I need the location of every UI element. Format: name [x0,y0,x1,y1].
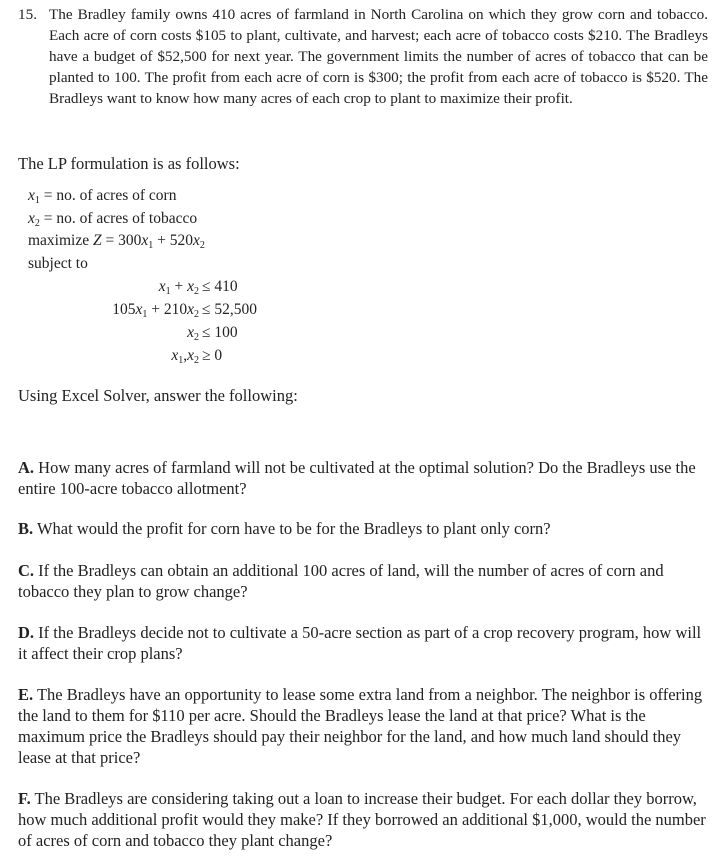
instruction: Using Excel Solver, answer the following: [18,386,298,405]
question-label: C. [18,561,35,580]
question-label: E. [18,685,34,704]
question-text: The Bradleys have an opportunity to lease some extra land from a neighbor. The neighbor is offering the land to them for $110 per acre. Should the Bradleys lease the land at that price? What is the maximum price the Bradleys should pay their neighbor for the land, and how much land should they lease at that price? [18,685,703,767]
lp-intro: The LP formulation is as follows: [18,154,240,173]
question-text: The Bradleys are considering taking out a loan to increase their budget. For each dollar they borrow, how much additional profit would they make? If they borrowed an additional $1,000, would the number of acres of corn and tobacco they plant change? [18,789,706,850]
definition-x2: $x_2$ = no. of acres of tobacco [28,209,198,229]
question-text: If the Bradleys decide not to cultivate a 50-acre section as part of a crop recovery program, how will it affect their crop plans? [18,623,702,663]
question-text: If the Bradleys can obtain an additional 100 acres of land, will the number of acres of corn and tobacco they plan to grow change? [18,561,664,601]
question-text: What would the profit for corn have to be for the Bradleys to plant only corn? [36,519,551,538]
lp-definitions [28,185,205,275]
subject-to-label: subject to [28,254,88,272]
question-a [18,457,708,499]
question-label: F. [18,789,31,808]
problem-text: The Bradley family owns 410 acres of farmland in North Carolina on which they grow corn and tobacco. Each acre of corn costs $105 to plant, cultivate, and harvest; each acre of tobacco costs $210. The Bradleys have a budget of $52,500 for next year. The government limits the number of acres of tobacco that can be planted to 100. The profit from each acre of corn is $300; the profit from each acre of tobacco is $520. The Bradleys want to know how many acres of each crop to plant to maximize their profit. [49,6,708,107]
question-b [18,518,708,539]
objective-function: maximize $Z = 300x_1 + 520x_2$ [28,232,205,251]
definition-x1: $x_1$ = no. of acres of corn [28,187,177,206]
question-e [18,684,708,768]
question-label: A. [18,458,35,477]
problem-statement [18,4,708,109]
question-f [18,788,708,851]
question-text: How many acres of farmland will not be cultivated at the optimal solution? Do the Bradleys use the entire 100-acre tobacco allotment? [18,458,696,498]
question-d [18,622,708,664]
question-c [18,560,708,602]
question-label: D. [18,623,35,642]
question-label: B. [18,519,34,538]
problem-number: 15. [18,6,37,23]
